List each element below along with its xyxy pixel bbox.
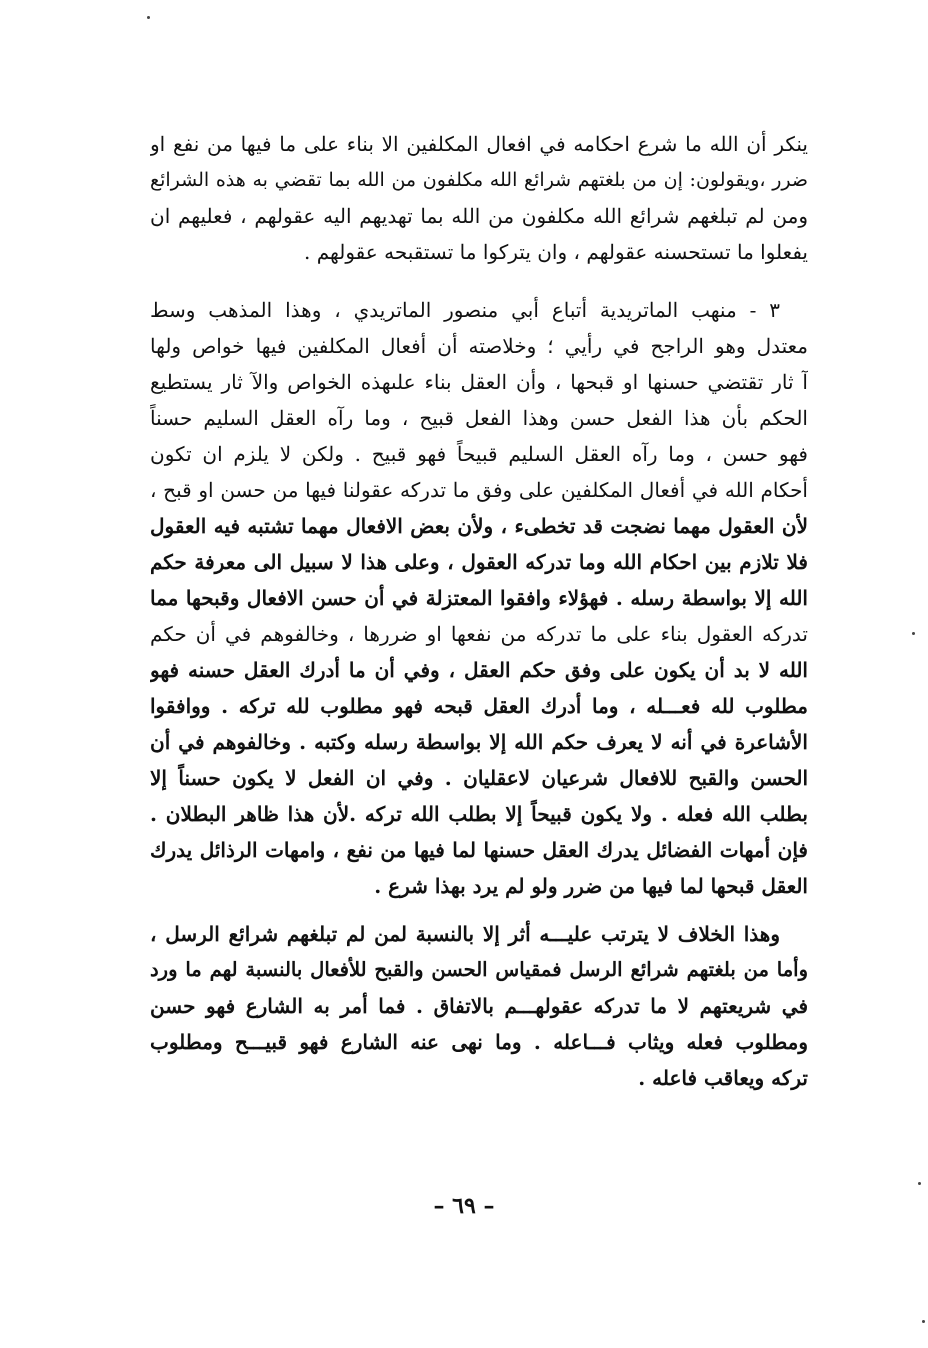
text-line: الحسن والقبح للافعال شرعيان لاعقليان . وفي ان الفعل لا يكون حسناً إلا <box>150 766 808 790</box>
text-line: في شريعتهم لا ما تدركه عقولهـــم بالاتفاق . فما أمر به الشارع فهو حسن <box>150 994 808 1018</box>
page-number: – ٦٩ – <box>433 1193 495 1219</box>
section-heading-line: ٣ - منهب الماتريدية أتباع أبي منصور الماتريدي ، وهذا المذهب وسط <box>150 298 780 322</box>
text-line: الله لا بد أن يكون على وفق حكم العقل ، وفي أن ما أدرك العقل حسنه فهو <box>150 658 808 682</box>
text-line: ضرر ،ويقولون: إن من بلغتهم شرائع الله مكلفون من الله بما تقضي به هذه الشرائع <box>150 169 808 191</box>
text-line: الله إلا بواسطة رسله . فهؤلاء وافقوا المعتزلة في أن حسن الافعال وقبحها مما <box>150 586 808 610</box>
paragraph-2 <box>150 292 808 904</box>
text-line: تركه ويعاقب فاعله . <box>638 1066 808 1090</box>
scan-speck <box>912 632 915 635</box>
text-line: يفعلوا ما تستحسنه عقولهم ، وان يتركوا ما تستقبحه عقولهم . <box>304 240 808 264</box>
text-line: تدركه العقول بناء على ما تدركه من نفعها او ضررها ، وخالفوهم في أن حكم <box>150 622 808 646</box>
text-line: مطلوب لله فعـــله ، وما أدرك العقل قبحه فهو مطلوب لله تركه . ووافقوا <box>150 694 808 718</box>
text-line: وأما من بلغتهم شرائع الرسل فمقياس الحسن والقبح للأفعال بالنسبة لهم ما ورد <box>150 958 808 981</box>
text-line: فهو حسن ، وما رآه العقل السليم قبيحاً فهو قبيح . ولكن لا يلزم ان تكون <box>150 442 808 466</box>
text-line: ينكر أن الله ما شرع احكامه في افعال المكلفين الا بناء على ما فيها من نفع او <box>150 132 808 156</box>
text-line: الأشاعرة في أنه لا يعرف حكم الله إلا بواسطة رسله وكتبه . وخالفوهم في أن <box>150 730 808 754</box>
page-body <box>150 126 808 1096</box>
text-line: وهذا الخلاف لا يترتب عليـــه أثر إلا بالنسبة لمن لم تبلغهم شرائع الرسل ، <box>150 922 780 946</box>
text-line: ومن لم تبلغهم شرائع الله مكلفون من الله بما تهديهم اليه عقولهم ، فعليهم ان <box>150 204 808 228</box>
text-line: العقل قبحها لما فيها من ضرر ولو لم يرد بهذا شرع . <box>374 874 808 898</box>
text-line: ومطلوب فعله ويثاب فـــاعله . وما نهى عنه الشارع فهو قبيـــح ومطلوب <box>150 1030 808 1054</box>
text-line: بطلب الله فعله . ولا يكون قبيحاً إلا بطلب الله تركه .لأن هذا ظاهر البطلان . <box>150 802 808 826</box>
paragraph-3 <box>150 916 808 1096</box>
scan-speck <box>918 1182 921 1185</box>
text-line: معتدل وهو الراجح في رأيي ؛ وخلاصته أن أفعال المكلفين فيها خواص ولها <box>150 334 808 358</box>
scan-speck <box>922 1320 925 1323</box>
text-line: لأن العقول مهما نضجت قد تخطىء ، ولأن بعض الافعال مهما تشتبه فيه العقول <box>150 514 808 538</box>
text-line: فإن أمهات الفضائل يدرك العقل حسنها لما فيها من نفع ، وامهات الرذائل يدرك <box>150 838 808 862</box>
text-line: أحكام الله في أفعال المكلفين على وفق ما تدركه عقولنا فيها من حسن او قبح ، <box>150 478 808 502</box>
text-line: الحكم بأن هذا الفعل حسن وهذا الفعل قبيح ، وما رآه العقل السليم حسناً <box>150 406 808 430</box>
scan-speck <box>147 16 150 19</box>
text-line: آ ثار تقتضي حسنها او قبحها ، وأن العقل بناء علىهذه الخواص والآ ثار يستطيع <box>150 370 808 394</box>
paragraph-1 <box>150 126 808 270</box>
text-line: فلا تلازم بين احكام الله وما تدركه العقول ، وعلى هذا لا سبيل الى معرفة حكم <box>150 550 808 574</box>
